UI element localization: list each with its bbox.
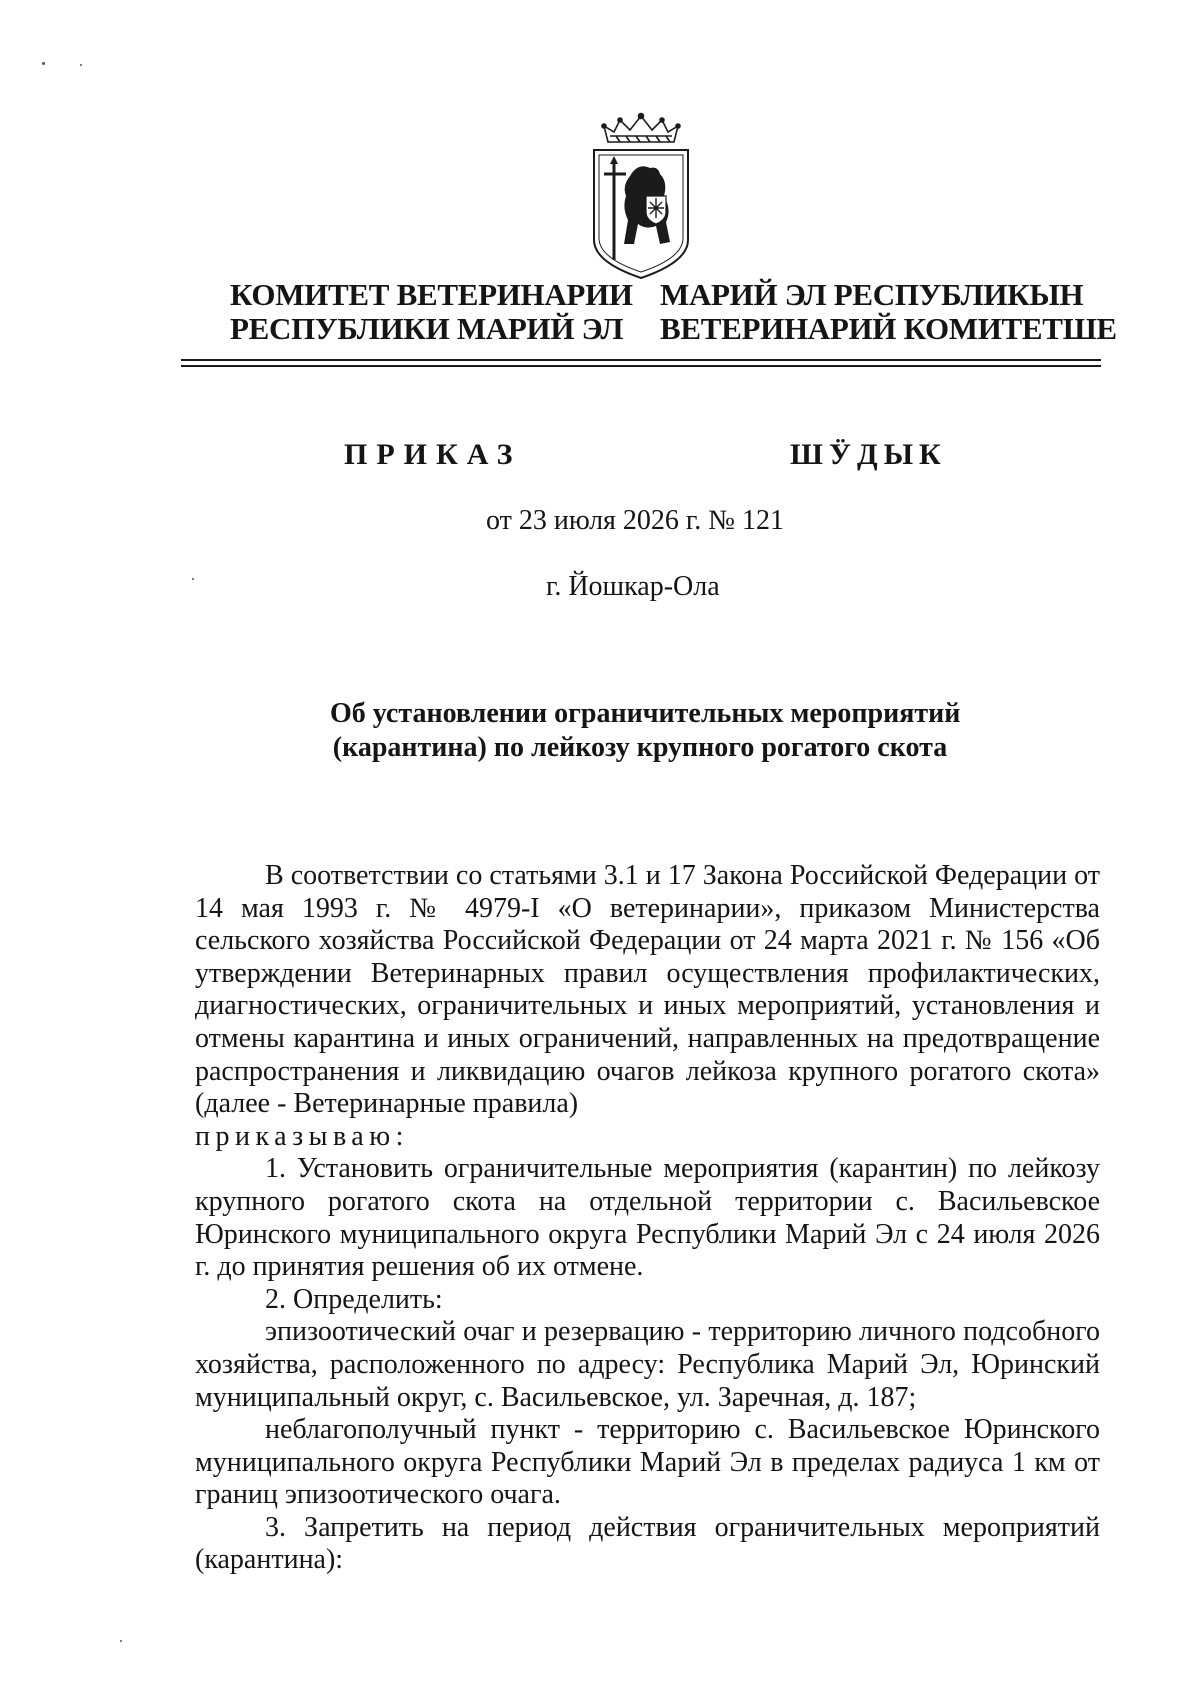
- document-title: [330, 697, 961, 765]
- item-2-unfavorable-point: неблагополучный пункт - территорию с. Васильевское Юринского муниципального округа Республики Марий Эл в пределах радиуса 1 км от границ эпизоотического очага.: [195, 1414, 1100, 1511]
- item-2-paragraph: 2. Определить:: [265, 1283, 443, 1315]
- order-date-number: [486, 505, 784, 537]
- document-type-russian: ПРИКАЗ: [344, 438, 522, 471]
- scan-speck: [192, 578, 194, 580]
- organization-name-mari: [660, 278, 1117, 346]
- header-rule-bottom: [181, 365, 1101, 367]
- order-word: приказываю:: [195, 1120, 409, 1152]
- document-title-line2: (карантина) по лейкозу крупного рогатого скота: [332, 732, 948, 763]
- organization-name-mari-line2: ВЕТЕРИНАРИЙ КОМИТЕТШЕ: [660, 311, 1117, 346]
- organization-name-russian: [230, 278, 633, 346]
- order-city: г. Йошкар-Ола: [546, 571, 720, 602]
- coat-of-arms-emblem: [586, 112, 696, 280]
- document-type-mari: ШӰДЫК: [790, 438, 947, 471]
- item-1-paragraph: 1. Установить ограничительные мероприятия (карантин) по лейкозу крупного рогатого скота на отдельной территории с. Васильевское Юринского муниципального округа Республики Марий Эл с 24 июля 2026 г. до принятия решения об их отмене.: [195, 1153, 1100, 1283]
- organization-name-russian-line2: РЕСПУБЛИКИ МАРИЙ ЭЛ: [230, 311, 624, 346]
- scan-speck: [80, 64, 82, 66]
- document-title-line1: Об установлении ограничительных мероприятий: [330, 698, 961, 729]
- scan-speck: [42, 62, 45, 65]
- organization-name-mari-line1: МАРИЙ ЭЛ РЕСПУБЛИКЫН: [660, 277, 1084, 312]
- organization-name-russian-line1: КОМИТЕТ ВЕТЕРИНАРИИ: [230, 277, 633, 312]
- item-3-paragraph: 3. Запретить на период действия ограничительных мероприятий (карантина):: [195, 1511, 1100, 1576]
- header-rule-top: [181, 359, 1101, 361]
- scan-speck: [120, 1640, 122, 1642]
- order-number: № 121: [708, 505, 784, 536]
- document-body: [195, 860, 1100, 1577]
- preamble-paragraph: В соответствии со статьями 3.1 и 17 Закона Российской Федерации от 14 мая 1993 г. № 4979-I «О ветеринарии», приказом Министерства сельского хозяйства Российской Федерации от 24 марта 2021 г. № 156 «Об утверждении Ветеринарных правил осуществления профилактических, диагностических, ограничительных и иных мероприятий, установления и отмены карантина и иных ограничений, направленных на предотвращение распространения и ликвидацию очагов лейкоза крупного рогатого скота» (далее - Ветеринарные правила): [195, 860, 1100, 1120]
- order-date: от 23 июля 2026 г.: [486, 505, 702, 536]
- item-2-epizootic-focus: эпизоотический очаг и резервацию - территорию личного подсобного хозяйства, расположенного по адресу: Республика Марий Эл, Юринский муниципальный округ, с. Васильевское, ул. Заречная, д. 187;: [195, 1316, 1100, 1413]
